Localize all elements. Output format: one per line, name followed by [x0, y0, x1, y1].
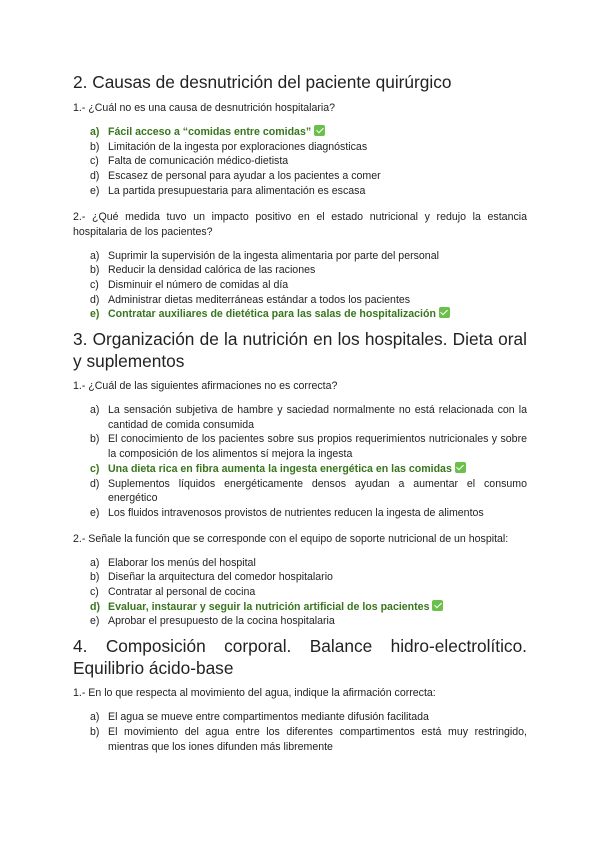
option-letter: e) — [90, 506, 100, 519]
option-item — [73, 184, 527, 199]
option-item — [73, 154, 527, 169]
option-letter: a) — [90, 711, 100, 724]
option-list — [73, 249, 527, 323]
option-text: Los fluidos intravenosos provistos de nutrientes reducen la ingesta de alimentos — [108, 506, 484, 519]
option-text: Administrar dietas mediterráneas estándar a todos los pacientes — [108, 293, 411, 306]
option-text: El agua se mueve entre compartimentos mediante difusión facilitada — [108, 711, 429, 724]
option-item — [73, 169, 527, 184]
option-item — [73, 462, 527, 477]
option-letter: a) — [90, 556, 100, 569]
question-text: 1.- ¿Cuál no es una causa de desnutrición hospitalaria? — [73, 102, 336, 114]
option-text: El movimiento del agua entre los diferentes compartimentos está muy restringido, mientras que los iones difunden más libremente — [108, 725, 527, 753]
check-mark-icon — [439, 307, 450, 318]
option-text: La partida presupuestaria para alimentación es escasa — [108, 184, 366, 197]
option-text: El conocimiento de los pacientes sobre sus propios requerimientos nutricionales y sobre la composición de los alimentos sí mejora la ingesta — [108, 433, 527, 461]
option-text: Limitación de la ingesta por exploraciones diagnósticas — [108, 140, 368, 153]
option-letter: c) — [90, 462, 100, 475]
option-item — [73, 293, 527, 308]
option-text: Reducir la densidad calórica de las raciones — [108, 264, 316, 277]
option-item — [73, 249, 527, 264]
option-item — [73, 556, 527, 571]
option-item — [73, 403, 527, 432]
option-text: Evaluar, instaurar y seguir la nutrición artificial de los pacientes — [108, 600, 430, 613]
option-text: Suprimir la supervisión de la ingesta alimentaria por parte del personal — [108, 249, 439, 262]
option-item — [73, 614, 527, 629]
option-text: Fácil acceso a “comidas entre comidas” — [108, 126, 312, 138]
option-letter: a) — [90, 404, 100, 417]
option-text: Aprobar el presupuesto de la cocina hospitalaria — [108, 615, 335, 628]
option-item — [73, 600, 527, 615]
option-item — [73, 307, 527, 322]
option-letter: e) — [90, 615, 100, 628]
option-letter: b) — [90, 264, 100, 277]
option-list — [73, 710, 527, 754]
section-title: 4. Composición corporal. Balance hidro-electrolítico. Equilibrio ácido-base — [73, 636, 527, 679]
option-letter: b) — [90, 725, 100, 738]
option-letter: d) — [90, 600, 100, 613]
option-list — [73, 556, 527, 630]
option-letter: d) — [90, 170, 100, 183]
option-letter: d) — [90, 477, 100, 490]
option-letter: d) — [90, 293, 100, 306]
question-text: 1.- ¿Cuál de las siguientes afirmaciones no es correcta? — [73, 380, 338, 393]
option-list — [73, 403, 527, 521]
option-text: Falta de comunicación médico-dietista — [108, 155, 289, 168]
option-text: Disminuir el número de comidas al día — [108, 278, 289, 291]
document-content — [73, 71, 527, 754]
option-item — [73, 140, 527, 155]
option-letter: c) — [90, 155, 99, 168]
option-letter: c) — [90, 586, 99, 599]
option-item — [73, 506, 527, 521]
option-letter: a) — [90, 249, 100, 262]
option-text: Contratar auxiliares de dietética para las salas de hospitalización — [108, 308, 436, 321]
option-item — [73, 477, 527, 506]
option-text: Una dieta rica en fibra aumenta la ingesta energética en las comidas — [108, 462, 452, 475]
question-text: 2.- Señale la función que se corresponde con el equipo de soporte nutricional de un hospital: — [73, 532, 509, 545]
option-text: La sensación subjetiva de hambre y saciedad normalmente no está relacionada con la cantidad de comida consumida — [108, 404, 527, 431]
option-letter: c) — [90, 278, 99, 291]
option-letter: e) — [90, 308, 100, 321]
option-text: Elaborar los menús del hospital — [108, 556, 256, 569]
question-text: 2.- ¿Qué medida tuvo un impacto positivo en el estado nutricional y redujo la estancia hospitalaria de los pacientes? — [73, 210, 527, 238]
check-mark-icon — [432, 600, 443, 611]
option-list — [73, 125, 527, 199]
option-item — [73, 710, 527, 725]
option-letter: e) — [90, 184, 100, 197]
option-letter: b) — [90, 140, 100, 153]
section-title: 3. Organización de la nutrición en los hospitales. Dieta oral y suplementos — [73, 329, 527, 372]
option-item — [73, 585, 527, 600]
check-mark-icon — [455, 462, 466, 473]
option-item — [73, 278, 527, 293]
option-text: Contratar al personal de cocina — [108, 586, 256, 599]
check-mark-icon — [314, 125, 325, 136]
question-text: 1.- En lo que respecta al movimiento del agua, indique la afirmación correcta: — [73, 687, 436, 700]
option-text: Suplementos líquidos energéticamente densos ayudan a aumentar el consumo energético — [108, 477, 527, 505]
option-letter: b) — [90, 433, 100, 446]
option-item — [73, 432, 527, 461]
option-item — [73, 263, 527, 278]
option-item — [73, 125, 527, 140]
option-text: Diseñar la arquitectura del comedor hospitalario — [108, 571, 333, 584]
option-letter: a) — [90, 126, 100, 138]
option-text: Escasez de personal para ayudar a los pacientes a comer — [108, 170, 381, 183]
option-item — [73, 570, 527, 585]
option-letter: b) — [90, 571, 100, 584]
section-title: 2. Causas de desnutrición del paciente quirúrgico — [73, 72, 452, 92]
option-item — [73, 725, 527, 754]
